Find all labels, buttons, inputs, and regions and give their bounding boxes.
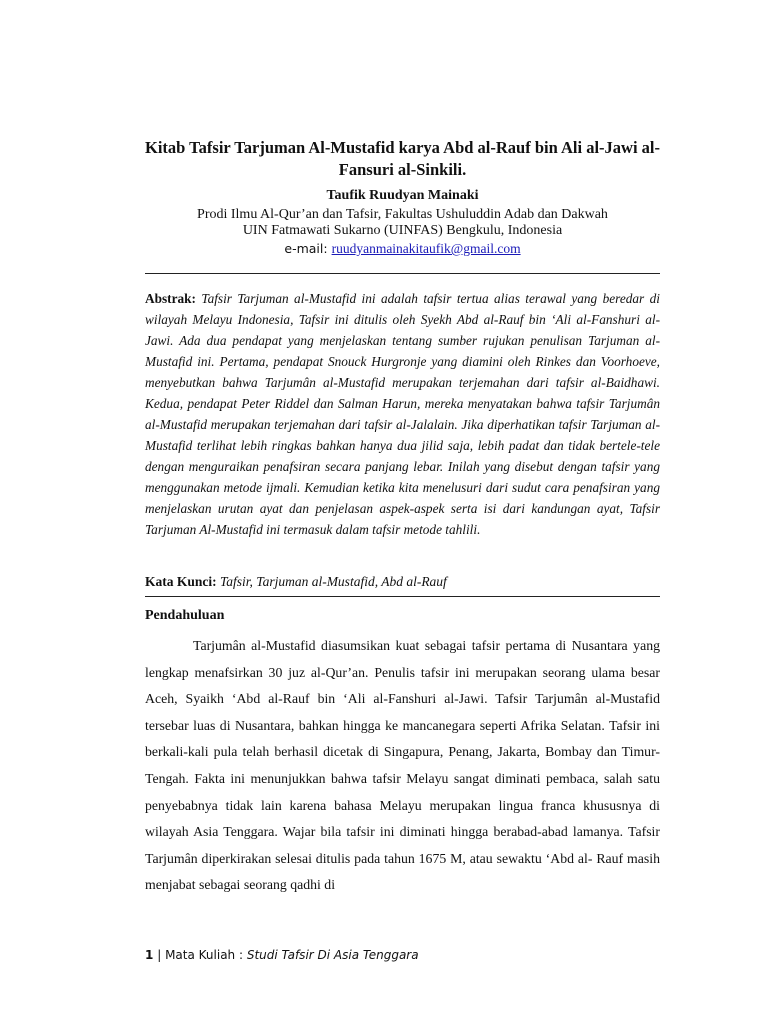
- keywords-divider: [145, 596, 660, 597]
- course-label: Mata Kuliah :: [165, 948, 244, 962]
- page-footer: [145, 948, 419, 962]
- abstract-text: Tafsir Tarjuman al-Mustafid ini adalah tafsir tertua alias terawal yang beredar di wilayah Melayu Indonesia, Tafsir ini ditulis oleh Syekh Abd al-Rauf bin ‘Ali al-Fanshuri al-Jawi. Ada dua pendapat yang menjelaskan tentang sumber rujukan penulisan Tarjuman al-Mustafid ini. Pertama, pendapat Snouck Hurgronje yang diamini oleh Rinkes dan Voorhoeve, menyebutkan bahwa Tarjumân al-Mustafid merupakan terjemahan dari tafsir al-Baidhawi. Kedua, pendapat Peter Riddel dan Salman Harun, mereka menyatakan bahwa tafsir Tarjumân al-Mustafid merupakan terjemahan dari tafsir al-Jalalain. Jika diperhatikan tafsir Tarjuman al-Mustafid terlihat lebih ringkas bahkan hanya dua jilid saja, lebih padat dan tidak bertele-tele dengan menguraikan penafsiran secara panjang lebar. Inilah yang disebut dengan tafsir yang menggunakan metode ijmali. Kemudian ketika kita menelusuri dari sudut cara penafsiran yang menjelaskan urutan ayat dan penjelasan aspek-aspek serta isi dari kandungan ayat, Tafsir Tarjuman Al-Mustafid ini termasuk dalam tafsir metode tahlili.: [145, 291, 660, 537]
- keywords-label: Kata Kunci:: [145, 574, 217, 589]
- abstract-block: [145, 288, 660, 540]
- keywords-line: [145, 574, 660, 590]
- page-number: 1: [145, 948, 154, 962]
- keywords-text: Tafsir, Tarjuman al-Mustafid, Abd al-Rauf: [220, 574, 447, 589]
- paper-title: Kitab Tafsir Tarjuman Al-Mustafid karya Abd al-Rauf bin Ali al-Jawi al-Fansuri al-Sinkili.: [145, 138, 660, 179]
- introduction-paragraph: Tarjumân al-Mustafid diasumsikan kuat sebagai tafsir pertama di Nusantara yang lengkap menafsirkan 30 juz al-Qur’an. Penulis tafsir ini merupakan seorang ulama besar Aceh, Syaikh ‘Abd al-Rauf bin ‘Ali al-Fanshuri al-Jawi. Tafsir Tarjumân al-Mustafid tersebar luas di Nusantara, bahkan hingga ke mancanegara seperti Afrika Selatan. Tafsir ini berkali-kali pula telah berhasil dicetak di Singapura, Penang, Jakarta, Bombay dan Timur-Tengah. Fakta ini menunjukkan bahwa tafsir Melayu sangat diminati pembaca, salah satu penyebabnya tidak lain karena bahasa Melayu merupakan lingua franca khususnya di wilayah Asia Tenggara. Wajar bila tafsir ini diminati hingga berabad-abad lamanya. Tafsir Tarjumân diperkirakan selesai ditulis pada tahun 1675 M, atau sewaktu ‘Abd al- Rauf masih menjabat sebagai seorang qadhi di: [145, 638, 660, 893]
- top-divider: [145, 273, 660, 274]
- course-name: Studi Tafsir Di Asia Tenggara: [246, 948, 419, 962]
- email-label: e-mail:: [284, 241, 328, 256]
- section-heading-introduction: Pendahuluan: [145, 608, 225, 623]
- affiliation-line-1: Prodi Ilmu Al-Qur’an dan Tafsir, Fakultas Ushuluddin Adab dan Dakwah: [197, 207, 608, 222]
- email-line: [145, 241, 660, 257]
- footer-separator: |: [157, 948, 162, 962]
- author-name: Taufik Ruudyan Mainaki: [326, 188, 479, 203]
- affiliation-line-2: UIN Fatmawati Sukarno (UINFAS) Bengkulu, Indonesia: [242, 223, 563, 238]
- abstract-label: Abstrak:: [145, 291, 196, 306]
- email-link[interactable]: ruudyanmainakitaufik@gmail.com: [331, 241, 521, 256]
